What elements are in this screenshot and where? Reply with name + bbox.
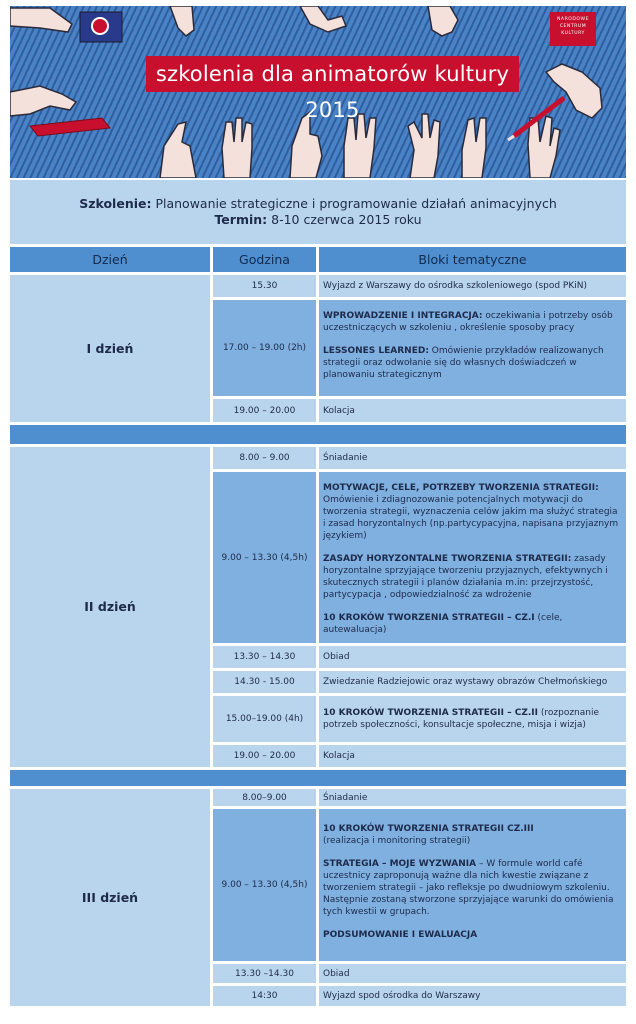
program-heading: MOTYWACJE, CELE, POTRZEBY TWORZENIA STRATEGII: xyxy=(323,483,599,493)
row-text: Wyjazd z Warszawy do ośrodka szkoleniowego (spod PKiN) xyxy=(319,275,626,297)
program-text: Omówienie przykładów realizowanych strategii oraz odwołanie się do własnych doświadczeń w planowaniu strategicznym xyxy=(323,346,604,380)
row-time: 14:30 xyxy=(213,986,316,1006)
program-text: – W formule world café uczestnicy zaproponują ważne dla nich kwestie związane z tworzeniem strategii – jako refleksje po dwudniowym szkoleniu. Następnie zostaną stworzone sprzyjające warunki do omówienia tych kwestii w grupach. xyxy=(323,859,614,917)
logo-line-2: CENTRUM xyxy=(559,24,587,29)
row-text: Śniadanie xyxy=(319,789,626,806)
row-program xyxy=(319,809,626,961)
program-paragraph xyxy=(323,707,622,731)
training-line xyxy=(10,195,626,212)
program-heading: 10 KROKÓW TWORZENIA STRATEGII – CZ.II xyxy=(323,708,538,718)
row-text: Zwiedzanie Radziejowic oraz wystawy obrazów Chełmońskiego xyxy=(319,671,626,693)
row-time: 8.00 – 9.00 xyxy=(213,447,316,469)
nck-logo xyxy=(550,12,596,46)
row-text: Wyjazd spod ośrodka do Warszawy xyxy=(319,986,626,1006)
column-header-day: Dzień xyxy=(10,247,210,272)
program-paragraph xyxy=(323,310,622,334)
day-label: II dzień xyxy=(10,447,210,767)
program-paragraph xyxy=(323,823,622,847)
program-heading: PODSUMOWANIE I EWALUACJA xyxy=(323,930,478,940)
row-text: Śniadanie xyxy=(319,447,626,469)
row-text: Obiad xyxy=(319,964,626,983)
program-text: (rozpoznanie potrzeb społeczności, konsultacje społeczne, misja i wizja) xyxy=(323,708,600,730)
day-label: III dzień xyxy=(10,789,210,1006)
program-heading: ZASADY HORYZONTALNE TWORZENIA STRATEGII: xyxy=(323,554,572,564)
program-text: Omówienie i zdiagnozowanie potencjalnych motywacji do tworzenia strategii, wyznaczenia celów jakim ma służyć strategia i zasad horyzontalnych (np.partycypacyjna, napisana przyjaznym językiem) xyxy=(323,495,619,541)
program-text: (cele, autewaluacja) xyxy=(323,613,563,635)
logo-line-3: KULTURY xyxy=(561,31,585,36)
program-paragraph xyxy=(323,858,622,918)
program-paragraph xyxy=(323,345,622,381)
day-separator xyxy=(10,425,626,444)
program-heading: LESSONES LEARNED: xyxy=(323,346,429,356)
program-paragraph xyxy=(323,482,622,542)
banner xyxy=(10,6,626,178)
program-text: zasady horyzontalne sprzyjające tworzeniu przyjaznych, efektywnych i skutecznych strategii i planów działania m.in: przejrzystość, partycypacja , odpowiedzialność za wdrożenie xyxy=(323,554,608,600)
program-heading: 10 KROKÓW TWORZENIA STRATEGII – CZ.I xyxy=(323,613,535,623)
day-separator xyxy=(10,770,626,786)
program-text: oczekiwania i potrzeby osób uczestniczących w szkoleniu , określenie sposoby pracy xyxy=(323,311,613,333)
term-value: 8-10 czerwca 2015 roku xyxy=(271,212,422,227)
row-time: 19.00 – 20.00 xyxy=(213,745,316,767)
row-text: Kolacja xyxy=(319,399,626,422)
training-label: Szkolenie: xyxy=(79,196,152,211)
row-time: 9.00 – 13.30 (4,5h) xyxy=(213,809,316,961)
row-time: 13.30 –14.30 xyxy=(213,964,316,983)
banner-title: szkolenia dla animatorów kultury 2015 xyxy=(146,56,519,92)
row-time: 17.00 – 19.00 (2h) xyxy=(213,300,316,396)
column-header-topics: Bloki tematyczne xyxy=(319,247,626,272)
logo-line-1: NARODOWE xyxy=(557,17,589,22)
row-program xyxy=(319,696,626,742)
row-time: 15.00–19.00 (4h) xyxy=(213,696,316,742)
row-time: 14.30 - 15.00 xyxy=(213,671,316,693)
program-heading: STRATEGIA – MOJE WYZWANIA xyxy=(323,859,477,869)
day-label: I dzień xyxy=(10,275,210,422)
row-text: Kolacja xyxy=(319,745,626,767)
row-program xyxy=(319,300,626,396)
row-time: 19.00 – 20.00 xyxy=(213,399,316,422)
row-time: 15.30 xyxy=(213,275,316,297)
program-paragraph xyxy=(323,612,622,636)
term-label: Termin: xyxy=(214,212,268,227)
program-text: (realizacja i monitoring strategii) xyxy=(323,836,471,846)
program-paragraph xyxy=(323,929,622,941)
program-heading: WPROWADZENIE I INTEGRACJA: xyxy=(323,311,483,321)
training-value: Planowanie strategiczne i programowanie działań animacyjnych xyxy=(155,196,557,211)
program-heading: 10 KROKÓW TWORZENIA STRATEGII CZ.III xyxy=(323,824,534,834)
row-time: 9.00 – 13.30 (4,5h) xyxy=(213,472,316,643)
row-time: 13.30 – 14.30 xyxy=(213,646,316,668)
program-paragraph xyxy=(323,553,622,601)
row-time: 8.00–9.00 xyxy=(213,789,316,806)
row-program xyxy=(319,472,626,643)
term-line xyxy=(10,211,626,228)
training-header xyxy=(10,180,626,244)
column-header-hour: Godzina xyxy=(213,247,316,272)
row-text: Obiad xyxy=(319,646,626,668)
